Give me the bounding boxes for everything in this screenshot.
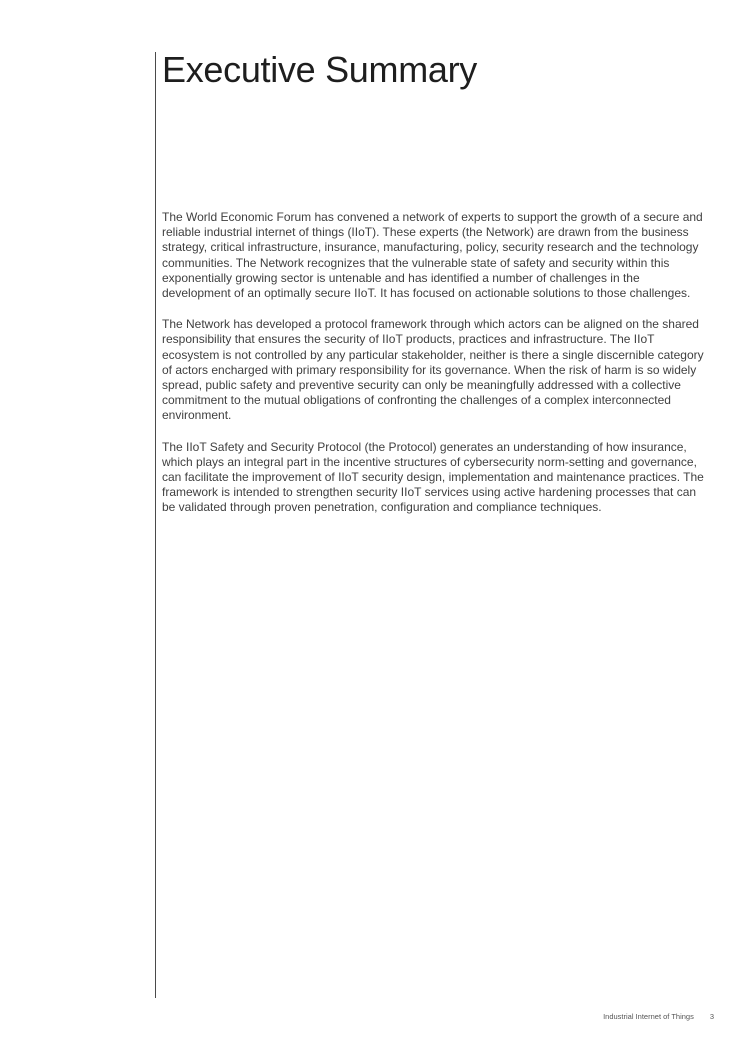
left-rule-divider [155, 52, 156, 998]
paragraph: The IIoT Safety and Security Protocol (the Protocol) generates an understanding of how insurance, which plays an integral part in the incentive structures of cybersecurity norm-setting and governance, can facilitate the improvement of IIoT security design, implementation and maintenance practices. The framework is intended to strengthen security IIoT services using active hardening processes that can be validated through proven penetration, configuration and compliance techniques. [162, 439, 704, 515]
page-footer [560, 1012, 714, 1021]
footer-document-title: Industrial Internet of Things [603, 1012, 694, 1021]
paragraph: The Network has developed a protocol framework through which actors can be aligned on the shared responsibility that ensures the security of IIoT products, practices and infrastructure. The IIoT ecosystem is not controlled by any particular stakeholder, neither is there a single discernible category of actors encharged with primary responsibility for its governance. When the risk of harm is so widely spread, public safety and preventive security can only be meaningfully addressed with a collective commitment to the mutual obligations of confronting the challenges of a complex interconnected environment. [162, 317, 704, 423]
body-text [162, 210, 710, 532]
page-number: 3 [709, 1012, 714, 1021]
page-title: Executive Summary [162, 49, 477, 90]
paragraph: The World Economic Forum has convened a network of experts to support the growth of a secure and reliable industrial internet of things (IIoT). These experts (the Network) are drawn from the business strategy, critical infrastructure, insurance, manufacturing, policy, security research and the technology communities. The Network recognizes that the vulnerable state of safety and security within this exponentially growing sector is untenable and has identified a number of challenges in the development of an optimally secure IIoT. It has focused on actionable solutions to those challenges. [162, 210, 703, 301]
